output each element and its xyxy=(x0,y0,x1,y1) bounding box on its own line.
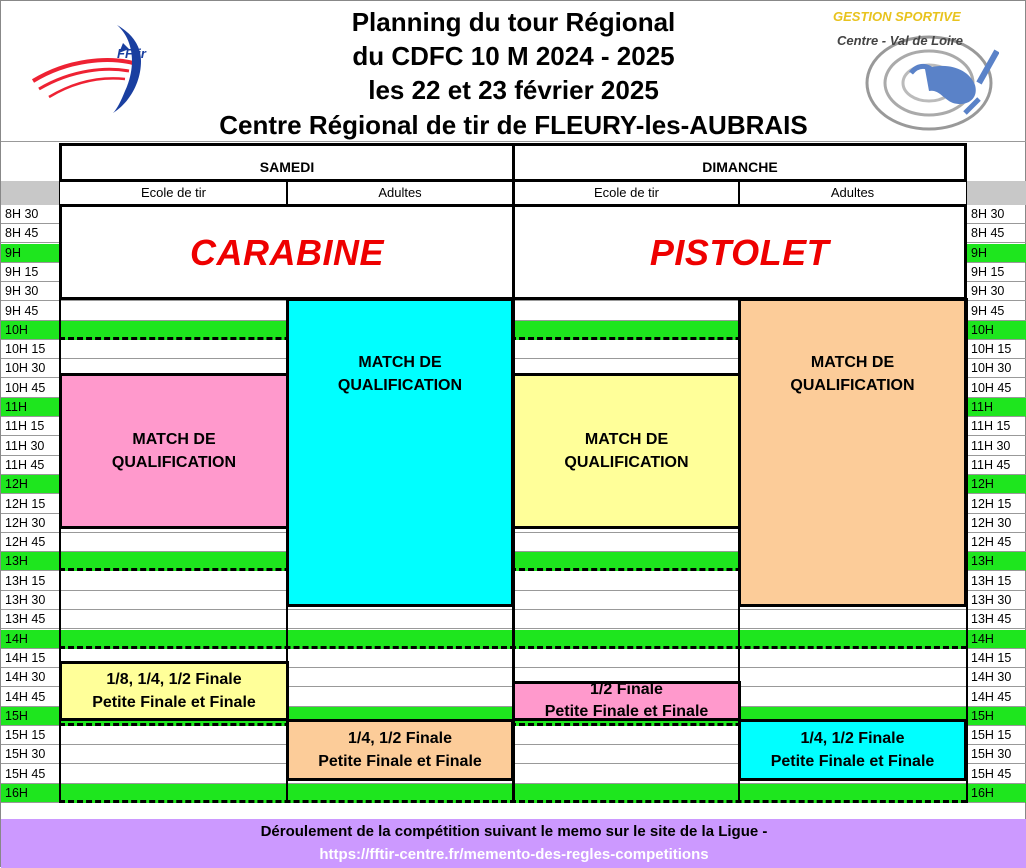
time-label-left: 14H 30 xyxy=(1,668,59,687)
time-label-left: 8H 45 xyxy=(1,224,59,243)
time-label-left: 15H xyxy=(1,707,59,726)
time-label-right: 15H xyxy=(967,707,1025,726)
time-label-left: 10H 15 xyxy=(1,340,59,359)
block-label: 1/2 Finale xyxy=(590,681,663,698)
time-label-right: 9H 15 xyxy=(967,263,1025,282)
time-label-left: 11H 30 xyxy=(1,437,59,456)
dim-ecole-finale xyxy=(512,681,741,721)
time-label-left: 13H 15 xyxy=(1,572,59,591)
block-label: QUALIFICATION xyxy=(111,454,237,471)
block-label: 1/4, 1/2 Finale xyxy=(800,730,905,747)
time-label-left: 15H 45 xyxy=(1,765,59,784)
dim-adultes-finale xyxy=(738,719,967,781)
time-label-left: 9H 30 xyxy=(1,282,59,301)
time-label-left: 14H 45 xyxy=(1,688,59,707)
time-label-left: 11H 45 xyxy=(1,456,59,475)
time-label-right: 11H 30 xyxy=(967,437,1025,456)
time-label-right: 11H 15 xyxy=(967,417,1025,436)
time-label-left: 9H xyxy=(1,244,59,263)
fftir-logo xyxy=(29,19,189,117)
footer-link[interactable]: https://fftir-centre.fr/memento-des-regles-competitions xyxy=(319,846,709,863)
block-label: MATCH DE xyxy=(584,431,669,448)
block-label: 1/8, 1/4, 1/2 Finale xyxy=(106,671,242,688)
time-label-right: 10H 45 xyxy=(967,379,1025,398)
col-dim-ecole: Ecole de tir xyxy=(593,185,660,200)
block-label: Petite Finale et Finale xyxy=(318,753,482,770)
time-label-right: 15H 45 xyxy=(967,765,1025,784)
time-label-left: 13H 30 xyxy=(1,591,59,610)
title-line-1: Planning du tour Régional xyxy=(351,7,676,37)
block-label: QUALIFICATION xyxy=(337,377,463,394)
time-label-right: 9H 30 xyxy=(967,282,1025,301)
sam-adultes-finale xyxy=(286,719,514,781)
block-label: QUALIFICATION xyxy=(564,454,689,471)
time-label-left: 10H 45 xyxy=(1,379,59,398)
day-dimanche: DIMANCHE xyxy=(702,159,778,175)
time-label-right: 9H xyxy=(967,244,1025,263)
time-label-right: 13H 15 xyxy=(967,572,1025,591)
time-label-left: 15H 30 xyxy=(1,745,59,764)
time-label-right: 8H 30 xyxy=(967,205,1025,224)
col-sam-adultes: Adultes xyxy=(378,185,422,200)
block-label: Petite Finale et Finale xyxy=(92,694,256,711)
time-label-left: 10H 30 xyxy=(1,359,59,378)
day-samedi: SAMEDI xyxy=(259,159,315,175)
time-label-left: 10H xyxy=(1,321,59,340)
sam-ecole-finale xyxy=(59,661,289,721)
time-label-left: 15H 15 xyxy=(1,726,59,745)
block-label: MATCH DE xyxy=(810,354,895,371)
block-label: MATCH DE xyxy=(132,431,216,448)
time-label-left: 13H 45 xyxy=(1,610,59,629)
time-label-right: 14H 45 xyxy=(967,688,1025,707)
time-label-left: 8H 30 xyxy=(1,205,59,224)
ligue-logo-line1: GESTION SPORTIVE xyxy=(833,9,961,24)
title-line-3: les 22 et 23 février 2025 xyxy=(368,75,659,105)
block-label: 1/4, 1/2 Finale xyxy=(347,730,453,747)
col-sam-ecole: Ecole de tir xyxy=(140,185,207,200)
time-label-right: 8H 45 xyxy=(967,224,1025,243)
time-label-right: 15H 30 xyxy=(967,745,1025,764)
col-dim-adultes: Adultes xyxy=(830,185,875,200)
time-label-right: 14H xyxy=(967,630,1025,649)
time-label-right: 11H xyxy=(967,398,1025,417)
time-label-left: 12H xyxy=(1,475,59,494)
footer-line-1: Déroulement de la compétition suivant le memo sur le site de la Ligue - xyxy=(260,823,768,840)
title-line-2: du CDFC 10 M 2024 - 2025 xyxy=(352,41,675,71)
time-label-left: 12H 15 xyxy=(1,495,59,514)
time-label-right: 14H 15 xyxy=(967,649,1025,668)
title-line-4: Centre Régional de tir de FLEURY-les-AUBRAIS xyxy=(219,110,808,140)
block-label: Petite Finale et Finale xyxy=(770,753,935,770)
time-label-left: 9H 15 xyxy=(1,263,59,282)
time-label-right: 11H 45 xyxy=(967,456,1025,475)
block-label: Petite Finale et Finale xyxy=(544,703,709,720)
dim-adultes-qualif xyxy=(738,298,967,607)
pistolet-box xyxy=(512,204,967,300)
time-label-right: 15H 15 xyxy=(967,726,1025,745)
sam-ecole-qualif xyxy=(59,373,289,529)
sam-adultes-qualif xyxy=(286,298,514,607)
time-label-right: 12H xyxy=(967,475,1025,494)
time-label-right: 10H xyxy=(967,321,1025,340)
time-label-left: 14H xyxy=(1,630,59,649)
time-label-right: 13H 45 xyxy=(967,610,1025,629)
ligue-logo xyxy=(829,3,999,139)
time-label-right: 10H 30 xyxy=(967,359,1025,378)
fftir-logo-text: FFtir xyxy=(117,46,146,61)
discipline-pistolet: PISTOLET xyxy=(649,231,830,273)
time-label-right: 14H 30 xyxy=(967,668,1025,687)
time-label-left: 12H 45 xyxy=(1,533,59,552)
time-label-right: 12H 45 xyxy=(967,533,1025,552)
discipline-carabine: CARABINE xyxy=(189,231,384,273)
time-label-left: 9H 45 xyxy=(1,302,59,321)
time-label-right: 13H xyxy=(967,552,1025,571)
time-label-right: 16H xyxy=(967,784,1025,803)
time-label-right: 13H 30 xyxy=(967,591,1025,610)
ligue-logo-line2: Centre - Val de Loire xyxy=(837,33,963,48)
time-label-left: 13H xyxy=(1,552,59,571)
time-label-right: 12H 30 xyxy=(967,514,1025,533)
time-label-left: 14H 15 xyxy=(1,649,59,668)
block-label: MATCH DE xyxy=(358,354,442,371)
dim-ecole-qualif xyxy=(512,373,741,529)
time-label-right: 9H 45 xyxy=(967,302,1025,321)
time-label-left: 16H xyxy=(1,784,59,803)
time-label-right: 12H 15 xyxy=(967,495,1025,514)
time-label-left: 12H 30 xyxy=(1,514,59,533)
block-label: QUALIFICATION xyxy=(790,377,915,394)
time-label-left: 11H 15 xyxy=(1,417,59,436)
time-label-left: 11H xyxy=(1,398,59,417)
time-label-right: 10H 15 xyxy=(967,340,1025,359)
carabine-box xyxy=(59,204,515,300)
